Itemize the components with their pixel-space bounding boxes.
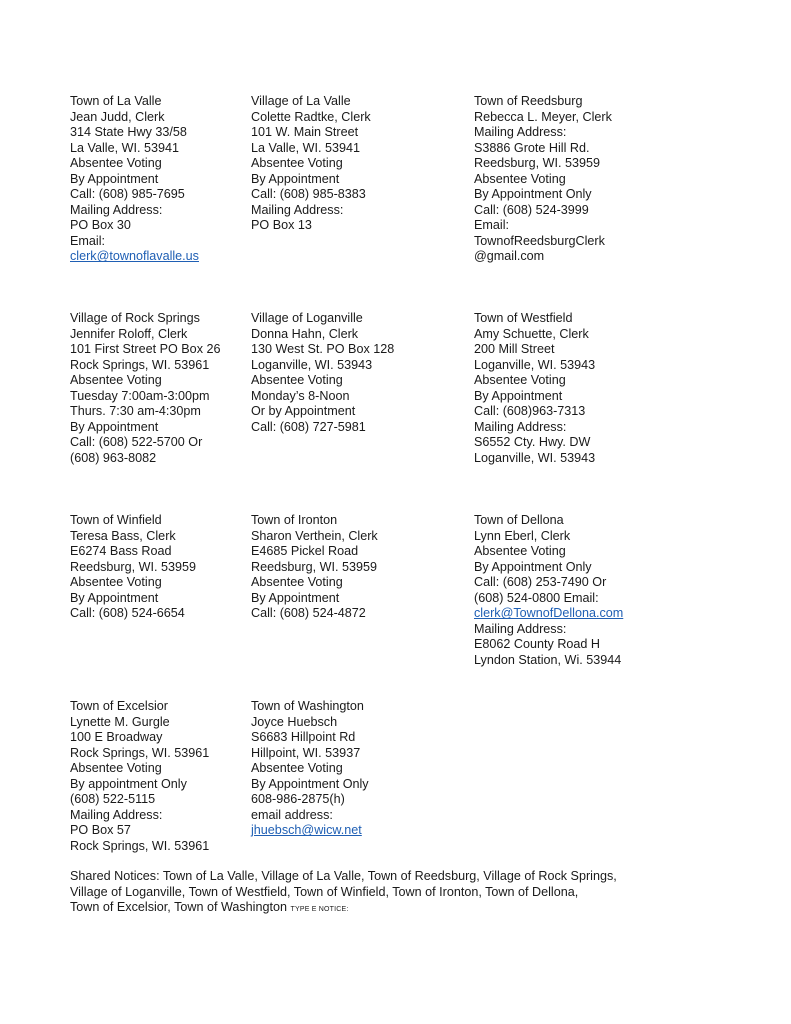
clerk-info-line: Rock Springs, WI. 53961 bbox=[70, 357, 210, 372]
clerk-info-line: Absentee Voting bbox=[70, 156, 162, 171]
clerk-info-line: (608) 963-8082 bbox=[70, 450, 157, 465]
clerk-info-line: By Appointment bbox=[70, 171, 159, 186]
municipality-name: Town of Reedsburg bbox=[474, 94, 583, 108]
clerk-info-line: Absentee Voting bbox=[251, 575, 343, 590]
clerk-info-line: By Appointment Only bbox=[474, 559, 592, 574]
clerk-block-town-of-reedsburg bbox=[474, 94, 612, 265]
clerk-info-line: Loganville, WI. 53943 bbox=[474, 450, 596, 465]
clerk-block-village-of-rock-springs bbox=[70, 311, 221, 466]
clerk-info-line: Joyce Huebsch bbox=[251, 714, 338, 729]
clerk-info-line: By Appointment bbox=[70, 419, 159, 434]
clerk-info-line: Mailing Address: bbox=[474, 621, 567, 636]
clerk-info-line: Lynette M. Gurgle bbox=[70, 714, 170, 729]
clerk-block-village-of-loganville bbox=[251, 311, 394, 435]
type-e-notice-label: TYPE E NOTICE: bbox=[290, 906, 349, 914]
clerk-info-line: Email: bbox=[474, 218, 509, 233]
clerk-info-line: (608) 522-5115 bbox=[70, 792, 156, 807]
clerk-info-line: Mailing Address: bbox=[70, 202, 163, 217]
clerk-info-line: By Appointment bbox=[251, 171, 340, 186]
clerk-info-line: Call: (608) 985-7695 bbox=[70, 187, 185, 202]
clerk-info-line: Absentee Voting bbox=[70, 761, 162, 776]
clerk-info-line: Colette Radtke, Clerk bbox=[251, 109, 371, 124]
clerk-block-town-of-westfield bbox=[474, 311, 595, 466]
clerk-block-town-of-dellona bbox=[474, 513, 623, 668]
clerk-info-line: @gmail.com bbox=[474, 249, 545, 264]
municipality-name: Village of La Valle bbox=[251, 94, 351, 108]
email-link[interactable]: clerk@TownofDellona.com bbox=[474, 606, 624, 621]
clerk-info-line: La Valle, WI. 53941 bbox=[70, 140, 179, 155]
clerk-info-line: Monday’s 8-Noon bbox=[251, 388, 350, 403]
clerk-info-line: Absentee Voting bbox=[70, 575, 162, 590]
clerk-info-line: Call: (608) 985-8383 bbox=[251, 187, 366, 202]
clerk-info-line: 101 First Street PO Box 26 bbox=[70, 342, 221, 357]
clerk-info-line: E6274 Bass Road bbox=[70, 544, 172, 559]
clerk-info-line: email address: bbox=[251, 807, 333, 822]
clerk-info-line: La Valle, WI. 53941 bbox=[251, 140, 360, 155]
municipality-name: Village of Loganville bbox=[251, 311, 363, 325]
email-link[interactable]: jhuebsch@wicw.net bbox=[251, 823, 362, 838]
clerk-info-line: 130 West St. PO Box 128 bbox=[251, 342, 395, 357]
clerk-info-line: Call: (608) 727-5981 bbox=[251, 419, 366, 434]
clerk-info-line: Absentee Voting bbox=[70, 373, 162, 388]
clerk-info-line: Mailing Address: bbox=[474, 125, 567, 140]
municipality-name: Village of Rock Springs bbox=[70, 311, 200, 325]
clerk-info-line: (608) 524-0800 Email: bbox=[474, 590, 599, 605]
clerk-info-line: Teresa Bass, Clerk bbox=[70, 528, 176, 543]
clerk-info-line: By appointment Only bbox=[70, 776, 187, 791]
municipality-name: Town of Washington bbox=[251, 699, 364, 713]
clerk-info-line: Reedsburg, WI. 53959 bbox=[474, 156, 601, 171]
clerk-info-line: Donna Hahn, Clerk bbox=[251, 326, 359, 341]
shared-notices-line-3 bbox=[70, 900, 730, 918]
clerk-info-line: Tuesday 7:00am-3:00pm bbox=[70, 388, 210, 403]
municipality-name: Town of Westfield bbox=[474, 311, 573, 325]
clerk-info-line: S3886 Grote Hill Rd. bbox=[474, 140, 590, 155]
clerk-info-line: Call: (608) 524-4872 bbox=[251, 606, 366, 621]
municipality-name: Town of Ironton bbox=[251, 513, 338, 527]
clerk-info-line: Lyndon Station, Wi. 53944 bbox=[474, 652, 622, 667]
clerk-info-line: Thurs. 7:30 am-4:30pm bbox=[70, 404, 201, 419]
clerk-info-line: Hillpoint, WI. 53937 bbox=[251, 745, 361, 760]
clerk-info-line: 608-986-2875(h) bbox=[251, 792, 345, 807]
clerk-info-line: Rock Springs, WI. 53961 bbox=[70, 838, 210, 853]
clerk-info-line: Loganville, WI. 53943 bbox=[251, 357, 373, 372]
clerk-info-line: Mailing Address: bbox=[70, 807, 163, 822]
shared-notices bbox=[70, 869, 730, 918]
clerk-block-town-of-winfield bbox=[70, 513, 196, 622]
clerk-info-line: Jean Judd, Clerk bbox=[70, 109, 165, 124]
clerk-block-town-of-excelsior bbox=[70, 699, 209, 854]
clerk-info-line: PO Box 13 bbox=[251, 218, 312, 233]
clerk-info-line: Absentee Voting bbox=[251, 373, 343, 388]
clerk-info-line: S6683 Hillpoint Rd bbox=[251, 730, 356, 745]
municipality-name: Town of Dellona bbox=[474, 513, 564, 527]
clerk-info-line: TownofReedsburgClerk bbox=[474, 233, 605, 248]
clerk-info-line: Absentee Voting bbox=[251, 761, 343, 776]
clerk-info-line: Rebecca L. Meyer, Clerk bbox=[474, 109, 612, 124]
clerk-info-line: By Appointment Only bbox=[251, 776, 369, 791]
clerk-info-line: Lynn Eberl, Clerk bbox=[474, 528, 571, 543]
clerk-block-town-of-washington bbox=[251, 699, 369, 839]
shared-notices-line-3-text: Town of Excelsior, Town of Washington bbox=[70, 900, 288, 915]
clerk-info-line: Email: bbox=[70, 233, 105, 248]
clerk-info-line: E8062 County Road H bbox=[474, 637, 601, 652]
email-link[interactable]: clerk@townoflavalle.us bbox=[70, 249, 199, 264]
clerk-info-line: Call: (608) 522-5700 Or bbox=[70, 435, 203, 450]
municipality-name: Town of La Valle bbox=[70, 94, 162, 108]
clerk-info-line: Call: (608) 524-6654 bbox=[70, 606, 185, 621]
municipality-name: Town of Excelsior bbox=[70, 699, 168, 713]
clerk-info-line: Reedsburg, WI. 53959 bbox=[70, 559, 197, 574]
clerk-block-village-of-la-valle bbox=[251, 94, 371, 234]
clerk-info-line: Or by Appointment bbox=[251, 404, 356, 419]
clerk-info-line: 314 State Hwy 33/58 bbox=[70, 125, 187, 140]
clerk-info-line: E4685 Pickel Road bbox=[251, 544, 359, 559]
clerk-block-town-of-la-valle bbox=[70, 94, 199, 265]
clerk-info-line: Rock Springs, WI. 53961 bbox=[70, 745, 210, 760]
clerk-info-line: By Appointment bbox=[70, 590, 159, 605]
clerk-info-line: 100 E Broadway bbox=[70, 730, 163, 745]
clerk-block-town-of-ironton bbox=[251, 513, 378, 622]
clerk-info-line: Call: (608)963-7313 bbox=[474, 404, 586, 419]
clerk-info-line: Loganville, WI. 53943 bbox=[474, 357, 596, 372]
municipality-name: Town of Winfield bbox=[70, 513, 162, 527]
clerk-info-line: 200 Mill Street bbox=[474, 342, 555, 357]
clerk-info-line: Absentee Voting bbox=[474, 171, 566, 186]
clerk-info-line: By Appointment bbox=[474, 388, 563, 403]
clerk-info-line: Absentee Voting bbox=[474, 544, 566, 559]
clerk-info-line: Absentee Voting bbox=[251, 156, 343, 171]
clerk-info-line: Absentee Voting bbox=[474, 373, 566, 388]
clerk-info-line: S6552 Cty. Hwy. DW bbox=[474, 435, 591, 450]
clerk-info-line: By Appointment Only bbox=[474, 187, 592, 202]
clerk-info-line: Call: (608) 524-3999 bbox=[474, 202, 589, 217]
clerk-info-line: Reedsburg, WI. 53959 bbox=[251, 559, 378, 574]
clerk-info-line: PO Box 57 bbox=[70, 823, 131, 838]
clerk-info-line: Jennifer Roloff, Clerk bbox=[70, 326, 188, 341]
shared-notices-line-1: Shared Notices: Town of La Valle, Village of La Valle, Town of Reedsburg, Village of Rock Springs, bbox=[70, 869, 617, 883]
clerk-info-line: PO Box 30 bbox=[70, 218, 131, 233]
shared-notices-line-2: Village of Loganville, Town of Westfield, Town of Winfield, Town of Ironton, Town of Dellona, bbox=[70, 884, 579, 899]
clerk-info-line: Sharon Verthein, Clerk bbox=[251, 528, 378, 543]
clerk-info-line: By Appointment bbox=[251, 590, 340, 605]
clerk-info-line: 101 W. Main Street bbox=[251, 125, 359, 140]
clerk-info-line: Mailing Address: bbox=[474, 419, 567, 434]
clerk-info-line: Mailing Address: bbox=[251, 202, 344, 217]
clerk-info-line: Call: (608) 253-7490 Or bbox=[474, 575, 607, 590]
clerk-info-line: Amy Schuette, Clerk bbox=[474, 326, 589, 341]
